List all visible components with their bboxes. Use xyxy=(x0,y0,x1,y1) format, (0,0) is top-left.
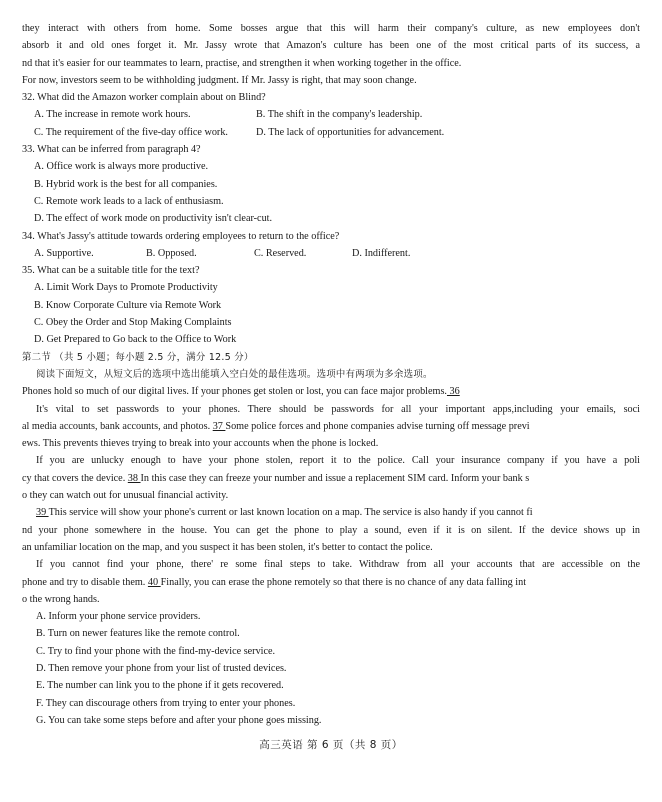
text-line: It's vital to set passwords to your phones. There should be passwords for all your important apps,including your emails, soci xyxy=(36,403,640,415)
option-c: C. Obey the Order and Stop Making Complaints xyxy=(34,317,232,329)
option-b: B. Turn on newer features like the remote control. xyxy=(36,628,240,640)
text-line: If you are unlucky enough to have your phone stolen, report it to the police. Call your insurance company if you have a poli xyxy=(36,455,640,467)
text-line: cy that covers the device. 38 In this case they can freeze your number and issue a replacement SIM card. Inform your bank s xyxy=(22,472,530,484)
option-b: B. Know Corporate Culture via Remote Work xyxy=(34,299,222,311)
question-33 xyxy=(22,141,640,227)
blank-39: 39 xyxy=(36,507,49,519)
option-c: C. The requirement of the five-day office work. xyxy=(34,126,228,138)
blank-36: 36 xyxy=(446,386,460,398)
blank-40: 40 xyxy=(147,576,161,588)
text-line: ews. This prevents thieves trying to break into your accounts when the phone is locked. xyxy=(22,438,379,450)
blank-37: 37 xyxy=(212,420,226,432)
option-f: F. They can discourage others from trying to enter your phones. xyxy=(36,697,296,709)
text-line: they interact with others from home. Some bosses argue that this will harm their company's culture, as new employees don't xyxy=(22,23,640,34)
text-line: o they can watch out for unusual financial activity. xyxy=(22,490,229,502)
option-d: D. The effect of work mode on productivity isn't clear-cut. xyxy=(34,213,273,225)
option-d: D. Then remove your phone from your list of trusted devices. xyxy=(36,662,287,674)
question-stem: 32. What did the Amazon worker complain about on Blind? xyxy=(22,92,266,104)
option-c: C. Reserved. xyxy=(254,247,307,259)
text-line: nd that it's easier for our teammates to learn, practise, and strengthen it when working together in the office. xyxy=(22,57,462,69)
option-a: A. The increase in remote work hours. xyxy=(34,109,191,121)
option-a: A. Limit Work Days to Promote Productivity xyxy=(34,282,218,294)
option-b: B. Hybrid work is the best for all companies. xyxy=(34,178,218,190)
option-d: D. The lack of opportunities for advancement. xyxy=(256,126,445,138)
option-g: G. You can take some steps before and after your phone goes missing. xyxy=(36,714,322,726)
option-a: A. Supportive. xyxy=(34,247,94,259)
text-line: phone and try to disable them. 40 Finally, you can erase the phone remotely so that there is no chance of any data falling int xyxy=(22,576,527,588)
option-b: B. The shift in the company's leadership. xyxy=(256,109,423,121)
paragraph-1: Phones hold so much of our digital lives. If your phones get stolen or lost, you can face major problems. 36 xyxy=(22,386,460,398)
text-line: al media accounts, bank accounts, and photos. 37 Some police forces and phone companies advise turning off message previ xyxy=(22,420,530,432)
question-32 xyxy=(22,89,640,141)
option-e: E. The number can link you to the phone if it gets recovered. xyxy=(36,680,284,692)
question-34 xyxy=(22,228,640,263)
text-line: 39 This service will show your phone's current or last known location on a map. The service is also handy if you cannot fi xyxy=(36,507,533,519)
option-c: C. Try to find your phone with the find-my-device service. xyxy=(36,645,276,657)
option-a: A. Inform your phone service providers. xyxy=(36,611,201,623)
question-stem: 35. What can be a suitable title for the text? xyxy=(22,265,200,277)
question-stem: 33. What can be inferred from paragraph 4? xyxy=(22,144,201,156)
text-line: an unfamiliar location on the map, and you suspect it has been stolen, it's better to contact the police. xyxy=(22,541,433,553)
question-stem: 34. What's Jassy's attitude towards ordering employees to return to the office? xyxy=(22,230,340,242)
section-instruction: 阅读下面短文，从短文后的选项中选出能填入空白处的最佳选项。选项中有两项为多余选项。 xyxy=(36,368,433,380)
option-c: C. Remote work leads to a lack of enthusiasm. xyxy=(34,195,224,207)
passage-end xyxy=(22,20,640,89)
option-d: D. Get Prepared to Go back to the Office to Work xyxy=(34,334,237,346)
text-line: For now, investors seem to be withholding judgment. If Mr. Jassy is right, that may soon change. xyxy=(22,74,417,86)
option-a: A. Office work is always more productive. xyxy=(34,161,209,173)
blank-38: 38 xyxy=(127,472,141,484)
option-b: B. Opposed. xyxy=(146,247,197,259)
page-footer: 高三英语 第 6 页（共 8 页） xyxy=(259,739,403,752)
passage-2 xyxy=(22,383,640,608)
question-35 xyxy=(22,262,640,348)
option-d: D. Indifferent. xyxy=(352,247,411,259)
text-line: If you cannot find your phone, there' re some final steps to take. Withdraw from all your accounts that are accessible on the xyxy=(36,559,640,571)
options-list xyxy=(22,608,640,729)
section-heading: 第二节 （共 5 小题；每小题 2.5 分，满分 12.5 分） xyxy=(22,351,254,363)
text-line: o the wrong hands. xyxy=(22,593,100,605)
text-line: nd your phone somewhere in the house. You can get the phone to play a sound, even if it is on silent. If the device shows up in xyxy=(22,524,640,536)
text-line: absorb it and old ones forget it. Mr. Jassy wrote that Amazon's culture has been one of the most critical parts of its success, a xyxy=(22,40,640,52)
